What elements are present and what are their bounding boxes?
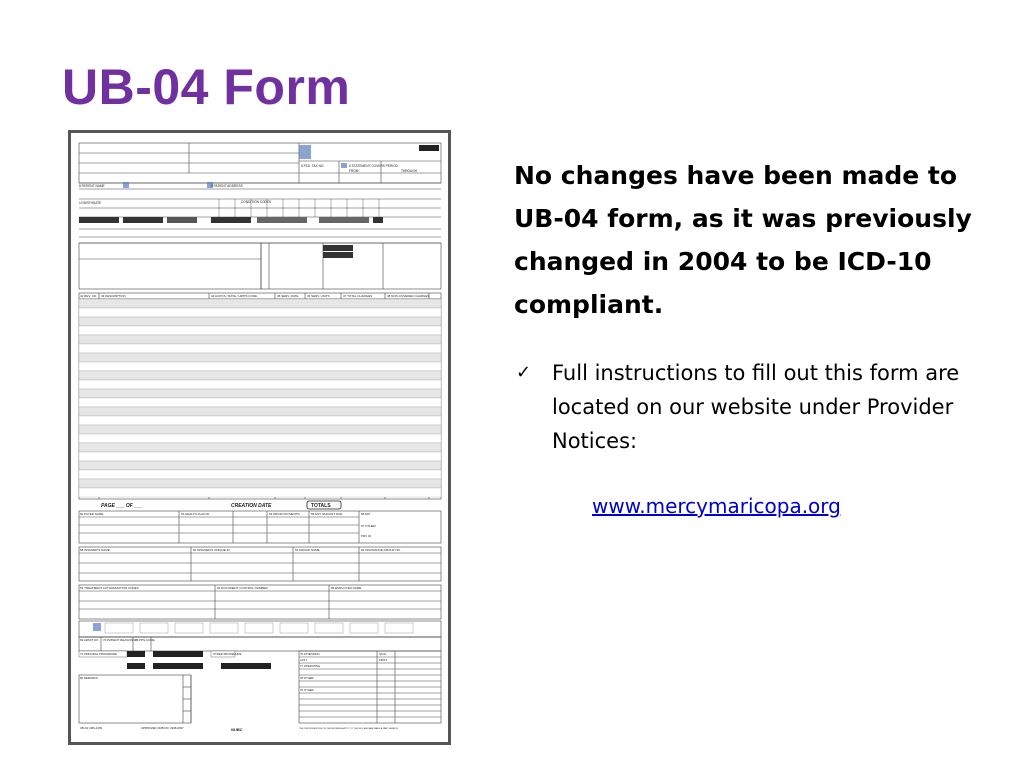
slide-title: UB-04 Form — [62, 59, 351, 115]
service-line-row — [79, 362, 441, 371]
label-through: THROUGH — [401, 169, 418, 173]
label-est-amount: 55 EST. AMOUNT DUE — [311, 512, 343, 516]
label-other-79: 79 OTHER — [300, 688, 314, 692]
label-serv-units: 46 SERV. UNITS — [307, 294, 330, 298]
service-line-row — [79, 344, 441, 353]
label-employer-name: 65 EMPLOYER NAME — [331, 586, 362, 590]
service-line-row — [79, 371, 441, 380]
label-prv-id: PRV ID — [361, 534, 371, 538]
label-reason-dx: 70 PATIENT REASON DX — [103, 638, 138, 642]
ub04-form-drawing — [71, 133, 448, 742]
label-footer-right: THE CERTIFICATIONS ON THE REVERSE APPLY TO THIS BILL AND ARE MADE A PART HEREOF. — [299, 728, 399, 730]
label-operating: 77 OPERATING — [300, 664, 321, 668]
label-other-procedure: OTHER PROCEDURE — [213, 652, 242, 656]
label-attending: 76 ATTENDING — [300, 652, 320, 656]
label-condition-codes: CONDITION CODES — [241, 200, 272, 204]
label-pps: 71 PPS CODE — [135, 638, 155, 642]
label-first: FIRST — [379, 658, 388, 662]
label-totals: TOTALS — [311, 503, 331, 509]
label-admit-dx: 69 ADMIT DX — [80, 638, 99, 642]
ub04-form-image — [68, 130, 451, 745]
label-from: FROM — [349, 169, 359, 173]
service-line-row — [79, 470, 441, 479]
label-page: PAGE ___ OF ___ — [101, 503, 143, 509]
service-line-row — [79, 488, 441, 497]
label-patient-name: 8 PATIENT NAME — [79, 184, 105, 188]
label-approved: APPROVED OMB NO. 0938-0997 — [141, 726, 184, 730]
service-line-row — [79, 416, 441, 425]
service-line-row — [79, 425, 441, 434]
label-serv-date: 45 SERV. DATE — [277, 294, 299, 298]
service-line-row — [79, 461, 441, 470]
label-patient-address: 9 PATIENT ADDRESS — [211, 184, 243, 188]
label-treatment-auth: 63 TREATMENT AUTHORIZATION CODES — [80, 586, 139, 590]
bullet-text: Full instructions to fill out this form are located on our website under Provider Notices: — [552, 361, 960, 453]
service-line-row — [79, 452, 441, 461]
label-document-control: 64 DOCUMENT CONTROL NUMBER — [217, 586, 268, 590]
service-line-row — [79, 317, 441, 326]
label-health-plan: 51 HEALTH PLAN ID — [181, 512, 210, 516]
label-total-charges: 47 TOTAL CHARGES — [343, 294, 373, 298]
website-link[interactable]: www.mercymaricopa.org — [592, 494, 841, 518]
service-line-row — [79, 443, 441, 452]
label-nubc: NUBC — [231, 727, 243, 732]
label-payer-name: 50 PAYER NAME — [80, 512, 104, 516]
body-text: No changes have been made to UB-04 form, as it was previously changed in 2004 to be ICD-10 compliant. — [514, 161, 972, 319]
label-description: 43 DESCRIPTION — [101, 294, 126, 298]
label-insured-id: 60 INSURED'S UNIQUE ID — [193, 548, 230, 552]
label-prior-payments: 54 PRIOR PAYMENTS — [269, 512, 300, 516]
label-footer-left: UB-04 CMS-1450 — [80, 726, 103, 730]
label-non-covered: 48 NON-COVERED CHARGES — [387, 294, 430, 298]
service-line-row — [79, 407, 441, 416]
label-remarks: 80 REMARKS — [80, 676, 98, 680]
label-npi: 56 NPI — [361, 512, 371, 516]
label-insured-name: 58 INSURED'S NAME — [80, 548, 110, 552]
bullet-item — [516, 356, 976, 458]
service-line-row — [79, 353, 441, 362]
label-statement-period: 6 STATEMENT COVERS PERIOD — [349, 164, 398, 168]
label-other-78: 78 OTHER — [300, 676, 314, 680]
label-group-name: 61 GROUP NAME — [295, 548, 320, 552]
service-line-row — [79, 308, 441, 317]
label-fed-tax: 5 FED. TAX NO. — [301, 164, 325, 168]
checkmark-icon: ✓ — [516, 362, 532, 383]
service-line-row — [79, 479, 441, 488]
label-creation-date: CREATION DATE — [231, 503, 272, 509]
label-birthdate: 10 BIRTHDATE — [79, 201, 102, 205]
label-rev-cd: 42 REV. CD. — [80, 294, 97, 298]
service-line-row — [79, 326, 441, 335]
service-line-row — [79, 299, 441, 308]
service-line-row — [79, 434, 441, 443]
label-insurance-group: 62 INSURANCE GROUP NO. — [361, 548, 401, 552]
service-line-row — [79, 335, 441, 344]
label-other: 57 OTHER — [361, 524, 376, 528]
label-principal-procedure: 74 PRINCIPAL PROCEDURE — [80, 652, 117, 656]
label-hcpcs: 44 HCPCS / RATE / HIPPS CODE — [211, 294, 257, 298]
service-line-row — [79, 380, 441, 389]
label-qual: QUAL — [379, 652, 387, 656]
service-line-row — [79, 398, 441, 407]
service-line-row — [79, 389, 441, 398]
label-last: LAST — [300, 658, 307, 662]
